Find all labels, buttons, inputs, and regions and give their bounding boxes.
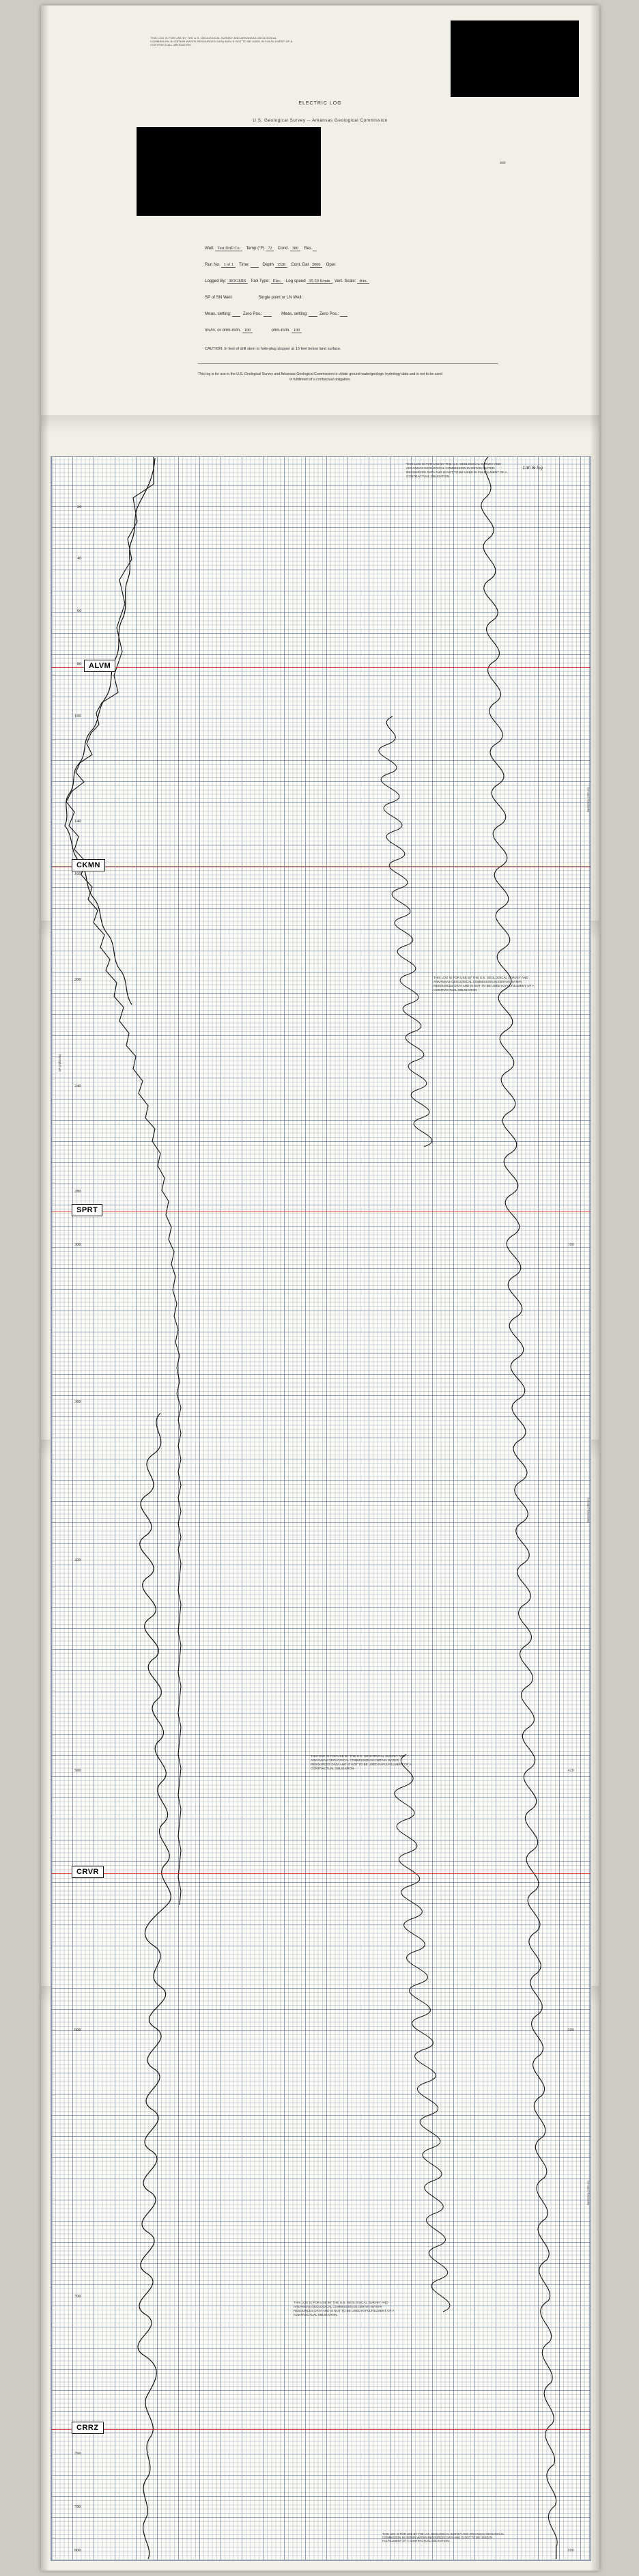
stamp-notice-log-2: THIS LOG IS FOR USE BY THE U.S. GEOLOGICAL SURVEY AND ARKANSAS GEOLOGICAL COMMISSION IN OBTAIN WATER-RESOURCES DATA AND IS NOT TO BE USED IN FULFILLMENT OF A CONTRACTUAL OBLIGATION. [434,976,535,992]
field-well [205,246,317,251]
field-mvin-value: 100 [242,328,253,333]
page-title: ELECTRIC LOG [298,101,342,106]
field-logspeed-label: Log speed [285,279,306,283]
field-res-label: Res. [304,246,313,251]
field-tooltype-label: Tool Type: [250,279,270,283]
sp-curve-lower [138,1413,171,2559]
field-oper-label: Oper. [326,262,337,267]
marker-label-crrz[interactable]: CRRZ [72,2422,104,2434]
marker-line-alvm [51,667,591,668]
field-run-value: 1 of 1 [221,262,235,268]
field-depth-value: 1528 [275,262,287,268]
field-logspeed-value: 35-50 ft/min [307,279,332,284]
depth-label-700: 700 [74,2294,81,2299]
header-divider [198,363,498,364]
marker-line-crrz [51,2429,591,2430]
depth-label-240: 240 [74,1084,81,1089]
field-contdat-label: Cont. Dat [291,262,309,267]
depth-label-160: 160 [74,871,81,876]
field-contdat-value: 2000 [310,262,322,268]
field-well-label: Well: [205,246,214,251]
field-tooltype-value: Elec. [271,279,284,284]
field-well-value: Test Drill Co. [215,246,242,251]
depth-label-360: 360 [74,1399,81,1404]
field-cond-label: Cond. [277,246,289,251]
depth-label-140: 140 [74,819,81,824]
field-meas2-label: Meas. setting: [281,311,308,316]
field-loggedby-value: ROGERS [227,279,248,284]
field-vertscale-label: Vert. Scale: [334,279,356,283]
depth-label-40: 40 [77,556,82,561]
field-meas2-value [309,311,317,317]
marker-label-crvr[interactable]: CRVR [72,1866,104,1878]
depth-label-20: 20 [77,505,82,509]
log-curves [51,457,591,2560]
page-subtitle: U.S. Geological Survey -- Arkansas Geological Commission [253,118,388,123]
field-temp-label: Temp (°F) [246,246,265,251]
depth-label-right-600: 600 [567,2028,574,2032]
resistivity-curve-detail [379,716,432,1147]
marker-label-alvm[interactable]: ALVM [84,660,115,672]
stamp-notice-bottom: THIS LOG IS FOR USE BY THE U.S. GEOLOGICAL SURVEY AND ARKANSAS GEOLOGICAL COMMISSION IN OBTAIN WATER-RESOURCES DATA AND IS NOT TO BE USED IN FULFILLMENT OF A CONTRACTUAL OBLIGATION. [382,2532,505,2543]
log-handwritten-note: Lith & log [522,465,543,471]
field-time-value [251,262,259,268]
depth-label-420: 420 [74,1558,81,1563]
field-run-label: Run No. [205,262,221,267]
depth-label-600: 600 [74,2028,81,2032]
stamp-notice-log-1: THIS LOG IS FOR USE BY THE U.S. GEOLOGICAL SURVEY AND ARKANSAS GEOLOGICAL COMMISSION IN OBTAIN WATER-RESOURCES DATA AND IS NOT TO BE USED IN FULFILLMENT OF A CONTRACTUAL OBLIGATION. [406,462,507,478]
resistivity-curve [481,457,557,2559]
field-zero2-label: Zero Pos.: [320,311,339,316]
field-scales [205,328,302,333]
field-res-value [313,246,317,251]
right-margin-text-2: Resistivity (ohm-m) [586,1498,590,1522]
field-run [205,262,337,267]
resistivity-curve-detail-lower [395,1754,450,2312]
field-spwell-label: SP of SN Well: [205,295,233,300]
field-time-label: Time: [239,262,250,267]
depth-label-280: 280 [74,1189,81,1194]
depth-label-300: 300 [74,1242,81,1247]
field-loggedby-label: Logged By: [205,279,227,283]
field-vertscale-value: ft/in. [357,279,369,284]
left-margin-text-1: SP (millivolts) [58,1054,61,1072]
right-margin-text-3: Resistivity (ohm-m) [586,2181,590,2205]
field-mvin-label: mv/in. or ohm-m/in. [205,328,241,333]
redaction-block-top-right [451,20,579,97]
sp-curve-upper [65,458,155,1005]
field-zero1-value [264,311,272,317]
field-meas1-value [232,311,240,317]
marker-line-crvr [51,1873,591,1874]
depth-label-right-300: 300 [567,1242,574,1247]
stamp-notice-log-4: THIS LOG IS FOR USE BY THE U.S. GEOLOGICAL SURVEY AND ARKANSAS GEOLOGICAL COMMISSION IN OBTAIN WATER-RESOURCES DATA AND IS NOT TO BE USED IN FULFILLMENT OF A CONTRACTUAL OBLIGATION. [294,2301,395,2316]
depth-label-800: 800 [74,2548,81,2553]
marker-label-ckmn[interactable]: CKMN [72,859,105,871]
field-cond-value: 380 [290,246,300,251]
depth-label-right-800: 800 [567,2548,574,2553]
paper-sheet [41,5,599,2571]
field-depth-label: Depth [262,262,274,267]
field-ohmin-label: ohm-m/in. [271,328,290,333]
depth-label-500: 500 [74,1768,81,1773]
field-singlepoint-label: Single point or LN Well: [258,295,303,300]
stamp-notice-log-3: THIS LOG IS FOR USE BY THE U.S. GEOLOGICAL SURVEY AND ARKANSAS GEOLOGICAL COMMISSION IN OBTAIN WATER-RESOURCES DATA AND IS NOT TO BE USED IN FULFILLMENT OF A CONTRACTUAL OBLIGATION. [311,1754,412,1770]
field-ohmin-value: 100 [292,328,302,333]
log-header [41,5,599,436]
field-zero1-label: Zero Pos.: [242,311,263,316]
field-zero2-value [340,311,347,317]
field-sp-well [205,295,302,300]
depth-label-100: 100 [74,714,81,718]
depth-label-60: 60 [77,608,82,613]
header-handwriting-depth: 800 [500,161,506,165]
field-caution-note: CAUTION: In feet of drill stem to hole-plug stopper at 15 feet below land surface. [205,347,341,351]
depth-label-200: 200 [74,977,81,982]
depth-label-right-500: 420 [567,1768,574,1773]
field-logged-by [205,279,369,283]
stamp-notice-top: THIS LOG IS FOR USE BY THE U.S. GEOLOGICAL SURVEY AND ARKANSAS GEOLOGICAL COMMISSION IN OBTAIN WATER-RESOURCES DATA AND IS NOT TO BE USED IN FULFILLMENT OF A CONTRACTUAL OBLIGATION. [150,36,293,47]
field-temp-value: 72 [266,246,274,251]
depth-label-780: 780 [74,2504,81,2509]
right-margin-text-1: Resistivity (ohm-m) [586,787,590,812]
sp-curve [66,457,181,1905]
field-meas-1 [205,311,347,316]
depth-label-80: 80 [77,662,82,667]
field-meas1-label: Meas. setting: [205,311,231,316]
marker-label-sprt[interactable]: SPRT [72,1204,102,1216]
log-chart-grid [51,456,591,2561]
redaction-block-left [137,127,321,216]
header-disclaimer: This log is for use in the U.S. Geological Survey and Arkansas Geological Commission to obtain ground-water/geologic hydrology data and is not to be used in fulfillment of a contractual obligation. [198,372,442,382]
depth-label-760: 760 [74,2451,81,2456]
